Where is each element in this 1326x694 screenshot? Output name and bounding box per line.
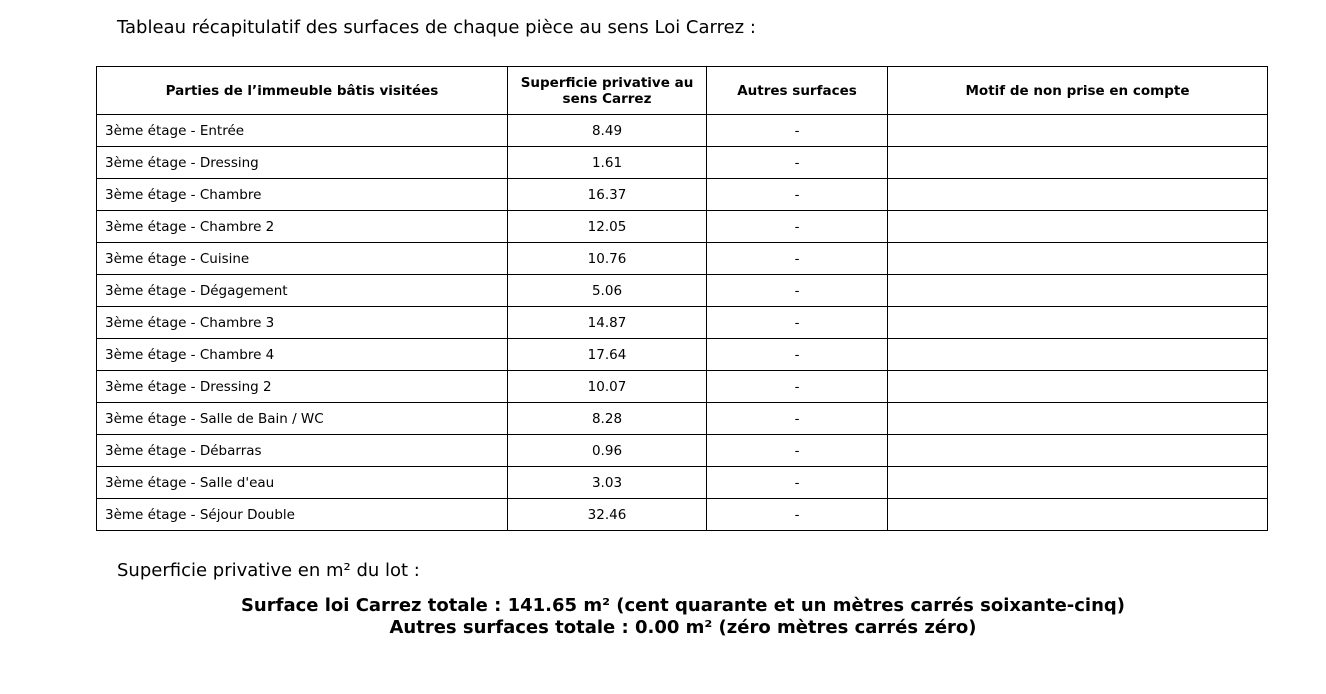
table-row [97, 403, 1268, 435]
room-name: 3ème étage - Salle d'eau [97, 467, 508, 499]
exclusion-reason [888, 307, 1268, 339]
room-name: 3ème étage - Chambre 3 [97, 307, 508, 339]
table-row [97, 115, 1268, 147]
exclusion-reason [888, 467, 1268, 499]
carrez-area: 10.76 [508, 243, 707, 275]
other-surfaces-total: Autres surfaces totale : 0.00 m² (zéro mètres carrés zéro) [389, 617, 977, 638]
other-surface: - [707, 467, 888, 499]
exclusion-reason [888, 115, 1268, 147]
room-name: 3ème étage - Chambre 2 [97, 211, 508, 243]
header-carrez-line2: sens Carrez [562, 90, 652, 107]
carrez-area: 5.06 [508, 275, 707, 307]
table-row [97, 467, 1268, 499]
exclusion-reason [888, 211, 1268, 243]
table-row [97, 339, 1268, 371]
carrez-surface-table [96, 66, 1268, 531]
other-surface: - [707, 243, 888, 275]
room-name: 3ème étage - Entrée [97, 115, 508, 147]
table-row [97, 275, 1268, 307]
other-surface: - [707, 435, 888, 467]
header-room: Parties de l’immeuble bâtis visitées [97, 67, 508, 115]
header-exclusion-reason: Motif de non prise en compte [888, 67, 1268, 115]
other-surface: - [707, 307, 888, 339]
lot-area-subtitle: Superficie privative en m² du lot : [117, 560, 420, 581]
room-name: 3ème étage - Dégagement [97, 275, 508, 307]
carrez-area: 12.05 [508, 211, 707, 243]
other-surface: - [707, 371, 888, 403]
exclusion-reason [888, 147, 1268, 179]
table-row [97, 435, 1268, 467]
table-row [97, 179, 1268, 211]
other-surface: - [707, 179, 888, 211]
room-name: 3ème étage - Cuisine [97, 243, 508, 275]
carrez-area: 16.37 [508, 179, 707, 211]
other-surface: - [707, 339, 888, 371]
other-surface: - [707, 403, 888, 435]
room-name: 3ème étage - Dressing [97, 147, 508, 179]
carrez-area: 17.64 [508, 339, 707, 371]
exclusion-reason [888, 403, 1268, 435]
table-row [97, 499, 1268, 531]
header-carrez-line1: Superficie privative au [520, 74, 694, 91]
table-header-row [97, 67, 1268, 115]
room-name: 3ème étage - Chambre [97, 179, 508, 211]
table-row [97, 371, 1268, 403]
table-row [97, 307, 1268, 339]
exclusion-reason [888, 243, 1268, 275]
other-surface: - [707, 499, 888, 531]
carrez-area: 1.61 [508, 147, 707, 179]
table-row [97, 147, 1268, 179]
header-carrez-area [508, 67, 707, 115]
header-other-surfaces: Autres surfaces [707, 67, 888, 115]
carrez-area: 8.49 [508, 115, 707, 147]
totals-block [0, 595, 1326, 639]
other-surface: - [707, 115, 888, 147]
carrez-area: 8.28 [508, 403, 707, 435]
room-name: 3ème étage - Salle de Bain / WC [97, 403, 508, 435]
exclusion-reason [888, 179, 1268, 211]
room-name: 3ème étage - Débarras [97, 435, 508, 467]
exclusion-reason [888, 275, 1268, 307]
exclusion-reason [888, 435, 1268, 467]
carrez-total: Surface loi Carrez totale : 141.65 m² (cent quarante et un mètres carrés soixante-cinq) [240, 595, 1126, 616]
carrez-area: 14.87 [508, 307, 707, 339]
other-surface: - [707, 275, 888, 307]
exclusion-reason [888, 499, 1268, 531]
carrez-area: 3.03 [508, 467, 707, 499]
exclusion-reason [888, 339, 1268, 371]
room-name: 3ème étage - Chambre 4 [97, 339, 508, 371]
room-name: 3ème étage - Dressing 2 [97, 371, 508, 403]
carrez-area: 10.07 [508, 371, 707, 403]
table-row [97, 243, 1268, 275]
other-surface: - [707, 147, 888, 179]
other-surface: - [707, 211, 888, 243]
exclusion-reason [888, 371, 1268, 403]
carrez-area: 32.46 [508, 499, 707, 531]
carrez-area: 0.96 [508, 435, 707, 467]
table-heading: Tableau récapitulatif des surfaces de chaque pièce au sens Loi Carrez : [117, 17, 756, 38]
table-row [97, 211, 1268, 243]
room-name: 3ème étage - Séjour Double [97, 499, 508, 531]
